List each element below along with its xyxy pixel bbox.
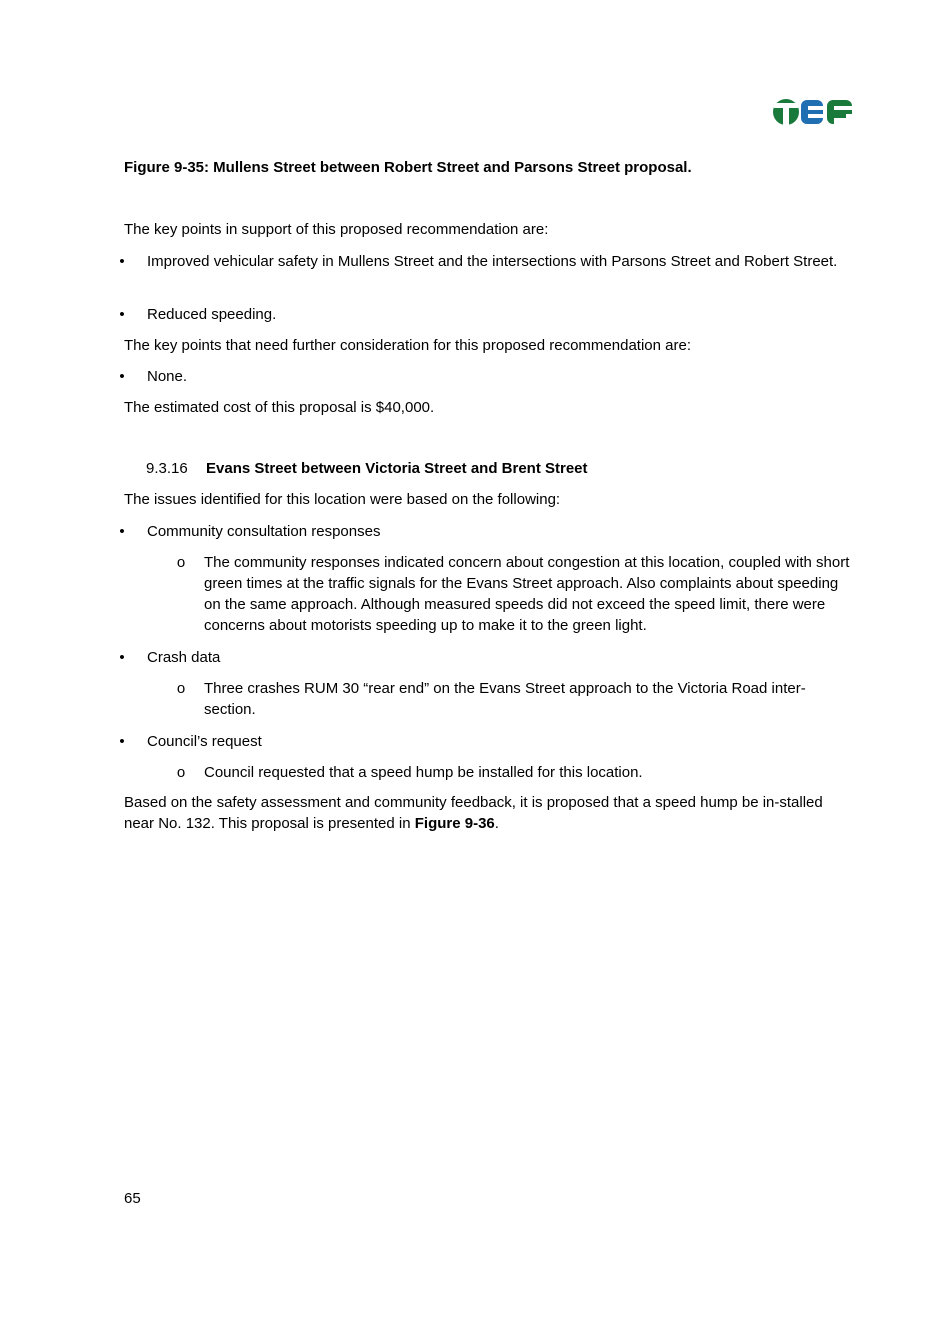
issue-detail-text: Three crashes RUM 30 “rear end” on the Evans Street approach to the Victoria Road inter-section.	[204, 680, 806, 718]
issue-label: Crash data	[147, 649, 221, 666]
conclusion-paragraph	[124, 792, 824, 834]
page-number: 65	[124, 1190, 141, 1207]
section-title: Evans Street between Victoria Street and Brent Street	[206, 460, 588, 477]
bullet-icon: •	[119, 523, 125, 540]
conclusion-text: Based on the safety assessment and community feedback, it is proposed that a speed hump be in-stalled near No. 132. This proposal is presented in	[124, 794, 823, 832]
issue-label: Council’s request	[147, 733, 262, 750]
support-point-text: Improved vehicular safety in Mullens Street and the intersections with Parsons Street and Robert Street.	[147, 253, 838, 270]
cost-text: The estimated cost of this proposal is $40,000.	[124, 399, 435, 416]
support-intro: The key points in support of this proposed recommendation are:	[124, 221, 549, 238]
issues-intro: The issues identified for this location were based on the following:	[124, 491, 561, 508]
sub-bullet-icon: o	[176, 554, 186, 571]
consideration-point-text: None.	[147, 368, 188, 385]
sub-bullet-icon: o	[176, 764, 186, 781]
figure-reference-link[interactable]: Figure 9-36	[414, 815, 495, 832]
bullet-icon: •	[119, 253, 125, 270]
support-point-text: Reduced speeding.	[147, 306, 277, 323]
conclusion-end: .	[494, 815, 499, 832]
sub-bullet-icon: o	[176, 680, 186, 697]
issue-detail-text: The community responses indicated concern about congestion at this location, coupled with short green times at the traffic signals for the Evans Street approach. Also complaints about speeding on the same approach. Although measured speeds did not exceed the speed limit, there were concerns about motorists speeding up to make it to the green light.	[204, 554, 850, 634]
figure-caption: Figure 9-35: Mullens Street between Robert Street and Parsons Street proposal.	[124, 159, 692, 176]
bullet-icon: •	[119, 733, 125, 750]
section-number: 9.3.16	[146, 460, 188, 477]
issue-label: Community consultation responses	[147, 523, 381, 540]
consideration-intro: The key points that need further consideration for this proposed recommendation are:	[124, 337, 691, 354]
bullet-icon: •	[119, 306, 125, 323]
issue-detail-text: Council requested that a speed hump be installed for this location.	[204, 764, 643, 781]
company-logo	[772, 97, 854, 127]
bullet-icon: •	[119, 649, 125, 666]
bullet-icon: •	[119, 368, 125, 385]
